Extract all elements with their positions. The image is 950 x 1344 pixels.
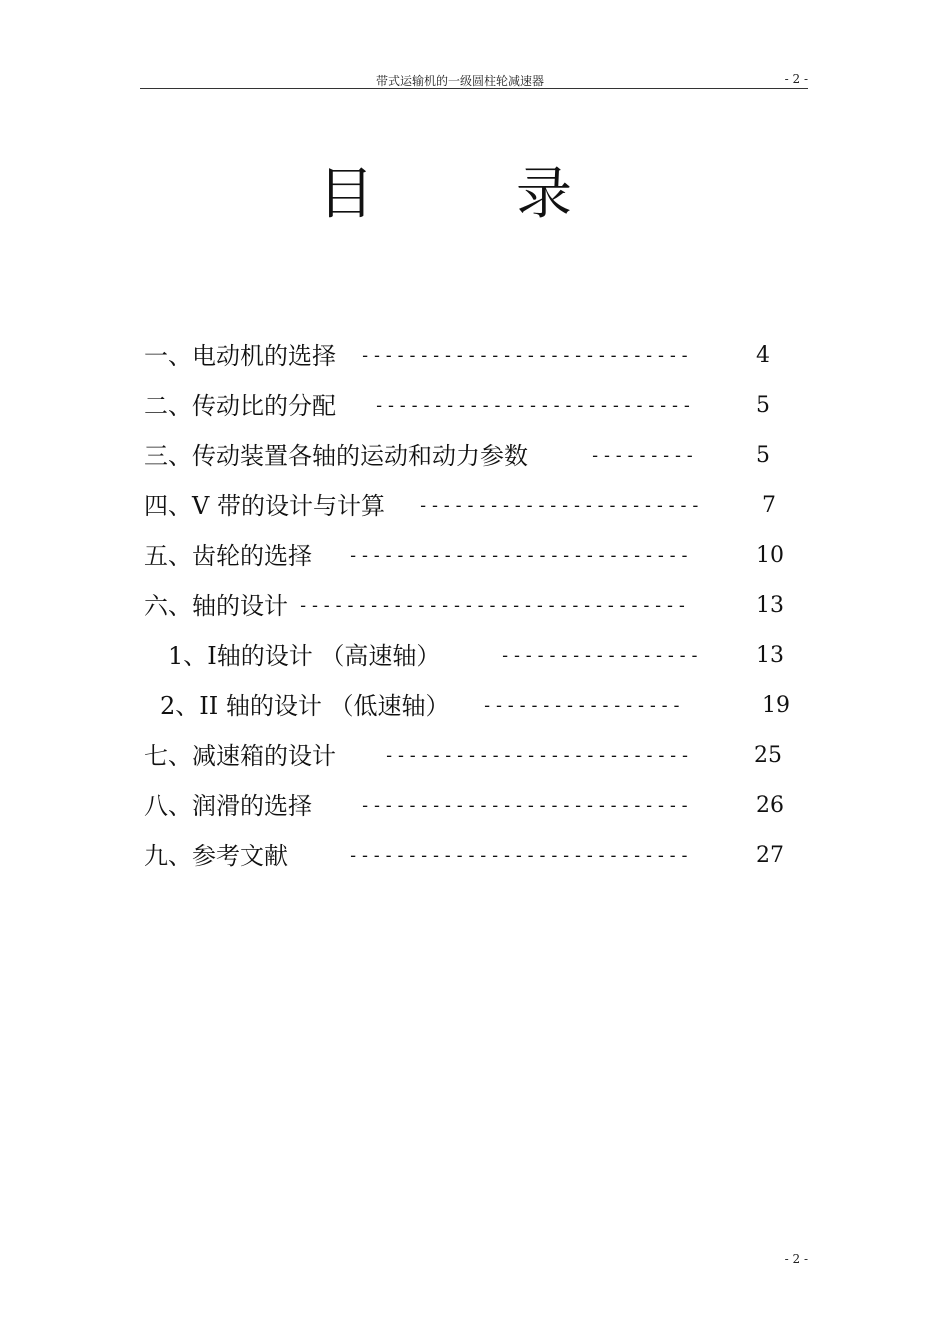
toc-entry-label: 1、Ⅰ轴的设计 （高速轴） [168, 642, 441, 670]
toc-entry-page: 5 [756, 443, 770, 468]
toc-entry-label: 三、传动装置各轴的运动和动力参数 [144, 442, 528, 470]
toc-entry-leader: --------- [590, 446, 697, 466]
footer-page-number: - 2 - [784, 1252, 808, 1266]
toc-entry-leader: ---------------------------- [360, 346, 692, 366]
toc-entry[interactable] [0, 738, 950, 788]
toc-entry[interactable] [0, 788, 950, 838]
toc-entry-page: 27 [756, 843, 784, 868]
toc-heading-char-2: 录 [516, 162, 572, 227]
toc-entry-page: 13 [756, 643, 784, 668]
toc-entry-page: 5 [756, 393, 770, 418]
toc-entry-leader: ----------------- [500, 646, 702, 666]
toc-entry-page: 19 [762, 693, 790, 718]
toc-entry-leader: ----------------- [482, 696, 684, 716]
toc-entry-leader: ----------------------------- [348, 546, 692, 566]
toc-entry[interactable] [0, 388, 950, 438]
toc-heading-char-1: 目 [318, 162, 374, 227]
toc-entry-label: 一、电动机的选择 [144, 342, 336, 370]
header-page-number: - 2 - [784, 72, 808, 86]
toc-entry-leader: ---------------------------- [360, 796, 692, 816]
toc-entry[interactable] [0, 638, 950, 688]
toc-entry[interactable] [0, 538, 950, 588]
toc-entry[interactable] [0, 688, 950, 738]
toc-entry-label: 八、润滑的选择 [144, 792, 312, 820]
toc-entry-page: 10 [756, 543, 784, 568]
toc-entry-leader: --------------------------- [374, 396, 694, 416]
toc-list [0, 338, 950, 888]
toc-entry-label: 九、参考文献 [144, 842, 288, 870]
header-title: 带式运输机的一级圆柱轮减速器 [375, 74, 544, 88]
header-rule [140, 88, 780, 89]
toc-entry-label: 五、齿轮的选择 [144, 542, 312, 570]
toc-entry-label: 七、减速箱的设计 [144, 742, 336, 770]
toc-entry[interactable] [0, 438, 950, 488]
toc-entry[interactable] [0, 838, 950, 888]
toc-entry-label: 2、II 轴的设计 （低速轴） [160, 692, 450, 720]
toc-heading [0, 160, 950, 240]
toc-entry-leader: ------------------------ [418, 496, 703, 516]
toc-entry-label: 六、轴的设计 [144, 592, 288, 620]
toc-entry[interactable] [0, 338, 950, 388]
toc-entry-page: 7 [762, 493, 776, 518]
toc-entry[interactable] [0, 588, 950, 638]
toc-entry[interactable] [0, 488, 950, 538]
page-header [140, 70, 808, 90]
toc-entry-page: 25 [754, 743, 782, 768]
toc-entry-page: 26 [756, 793, 784, 818]
header-rule-page [780, 88, 808, 89]
toc-entry-page: 4 [756, 343, 770, 368]
toc-entry-page: 13 [756, 593, 784, 618]
toc-entry-label: 四、V 带的设计与计算 [144, 492, 385, 520]
toc-entry-label: 二、传动比的分配 [144, 392, 336, 420]
toc-entry-leader: --------------------------------- [298, 596, 689, 616]
toc-entry-leader: -------------------------- [384, 746, 692, 766]
toc-entry-leader: ----------------------------- [348, 846, 692, 866]
